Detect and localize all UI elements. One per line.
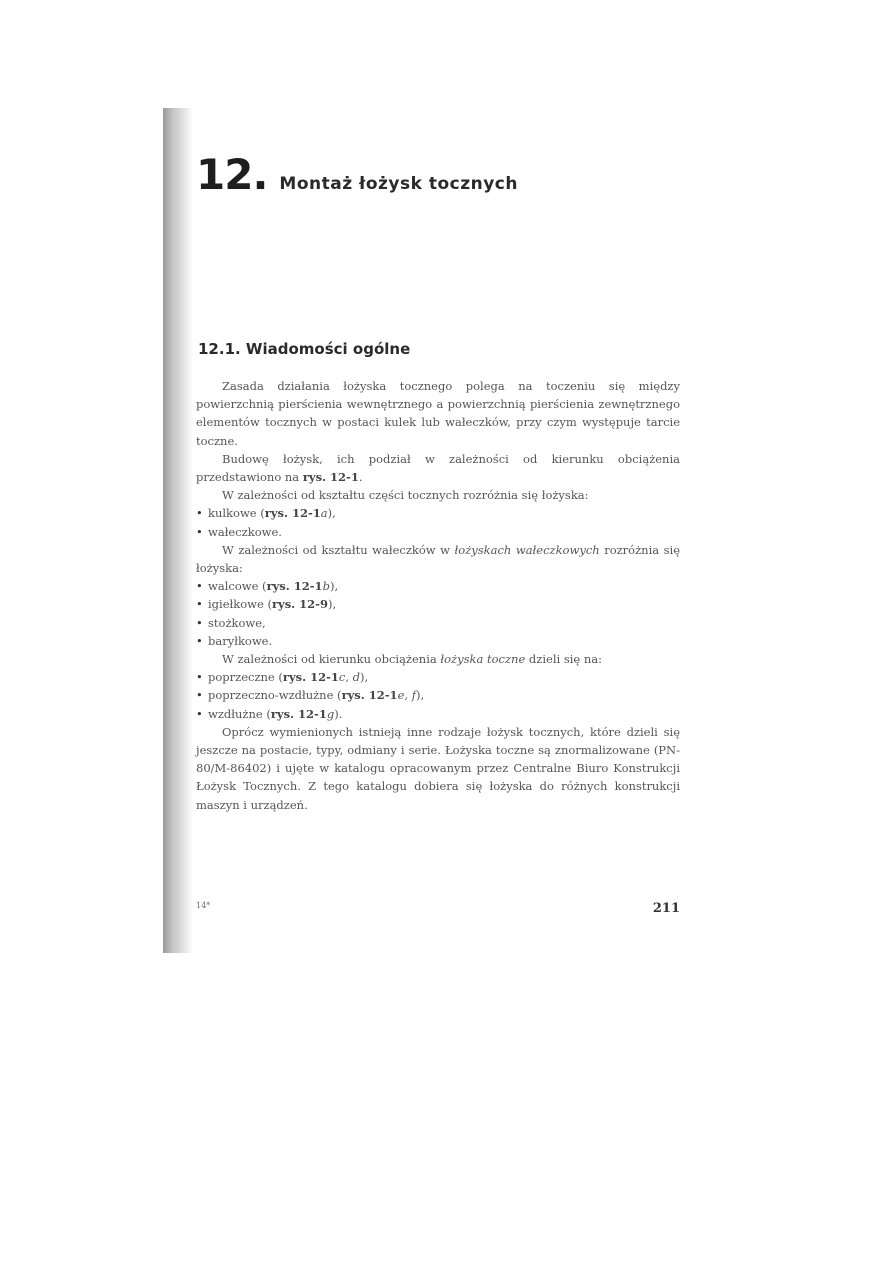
list-item: • baryłkowe. [196, 632, 680, 650]
paragraph: Budowę łożysk, ich podział w zależności od kierunku obciążenia przedstawiono na rys. 12-1. [196, 451, 680, 485]
list-item: • wzdłużne (rys. 12-1g). [196, 705, 680, 723]
figure-reference: rys. 12-1 [341, 688, 398, 703]
scan-binding-shadow [163, 108, 193, 953]
figure-reference: rys. 12-1 [302, 470, 359, 485]
bearing-list-by-roller-shape [196, 577, 680, 650]
paragraph: Zasada działania łożyska tocznego polega na toczeniu się między powierzchnią pierścienia wewnętrznego a powierzchnią pierścienia zewnętrznego elementów tocznych w postaci kulek lub wałeczków, przy czym występuje tarcie toczne. [196, 379, 680, 448]
list-item: • poprzeczno-wzdłużne (rys. 12-1e, f), [196, 686, 680, 704]
page-number: 211 [652, 901, 680, 916]
list-item: • stożkowe, [196, 614, 680, 632]
figure-reference: rys. 12-1 [264, 506, 321, 521]
figure-reference: rys. 12-9 [271, 597, 328, 612]
bearing-list-by-load-direction [196, 668, 680, 723]
chapter-number: 12. [196, 150, 268, 199]
paragraph: W zależności od kierunku obciążenia łożyska toczne dzieli się na: [222, 652, 603, 667]
list-item: • wałeczkowe. [196, 523, 680, 541]
chapter-title: Montaż łożysk tocznych [279, 174, 518, 194]
paragraph: W zależności od kształtu wałeczków w łożyskach wałeczkowych rozróżnia się łożyska: [196, 542, 681, 576]
chapter-heading [196, 150, 680, 199]
paragraph: W zależności od kształtu części tocznych rozróżnia się łożyska: [222, 488, 589, 503]
section-title: 12.1. Wiadomości ogólne [198, 340, 411, 358]
paragraph-text: Budowę łożysk, ich podział w zależności od kierunku obciążenia przedstawiono na [196, 451, 680, 485]
figure-reference: rys. 12-1 [266, 579, 323, 594]
signature-mark: 14* [196, 901, 211, 910]
section-content [196, 377, 680, 814]
figure-reference: rys. 12-1 [282, 670, 339, 685]
italic-term: łożyska toczne [440, 652, 526, 667]
list-item: • kulkowe (rys. 12-1a), [196, 504, 680, 522]
paragraph: Oprócz wymienionych istnieją inne rodzaje łożysk tocznych, które dzieli się jeszcze na postacie, typy, odmiany i serie. Łożyska toczne są znormalizowane (PN-80/M-86402) i ujęte w katalogu opracowanym przez Centralne Biuro Konstrukcji Łożysk Tocznych. Z tego katalogu dobiera się łożyska do różnych konstrukcji maszyn i urządzeń. [196, 724, 680, 812]
bearing-list-by-rolling-element [196, 504, 680, 540]
figure-reference: rys. 12-1 [270, 706, 327, 721]
page-footer [196, 901, 680, 916]
list-item: • igiełkowe (rys. 12-9), [196, 595, 680, 613]
list-item: • walcowe (rys. 12-1b), [196, 577, 680, 595]
list-item: • poprzeczne (rys. 12-1c, d), [196, 668, 680, 686]
book-page [196, 150, 681, 916]
italic-term: łożyskach wałeczkowych [454, 542, 600, 557]
